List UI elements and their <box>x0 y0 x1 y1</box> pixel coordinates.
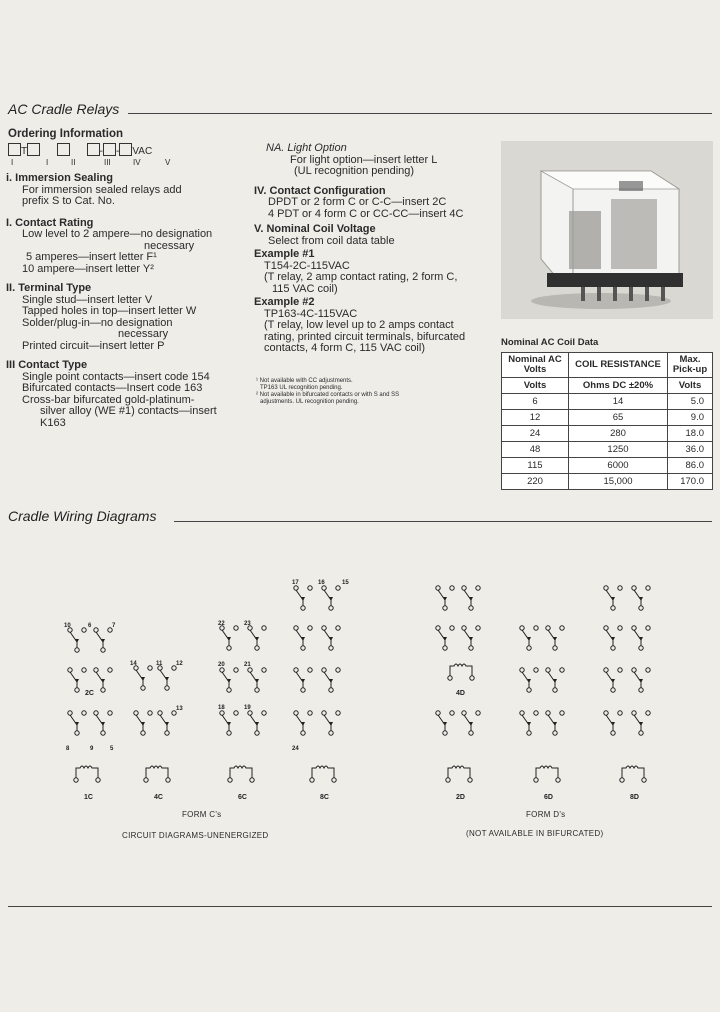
caption-8c: 8C <box>320 794 329 800</box>
table-units-row: Volts Ohms DC ±20% Volts <box>502 378 713 394</box>
wiring-diagrams <box>0 570 720 800</box>
pin-label: 22 <box>218 621 225 627</box>
pin-label: 7 <box>112 623 116 629</box>
diagram-2c <box>68 668 112 735</box>
diagram-8c <box>294 586 340 782</box>
pin-label: 6 <box>88 623 92 629</box>
pin-label: 17 <box>292 580 299 586</box>
catalog-code: T - - VAC <box>8 143 152 157</box>
column-header: Nominal AC Volts <box>502 353 569 378</box>
coil-data-table <box>501 352 713 490</box>
section-title-ac-cradle-relays: AC Cradle Relays <box>8 101 120 117</box>
pin-label: 21 <box>244 662 251 668</box>
pin-label: 18 <box>218 705 225 711</box>
section-rule <box>128 113 712 114</box>
diagram-1c <box>68 628 112 782</box>
example-1: Example #1 T154-2C-115VAC (T relay, 2 amp contact rating, 2 form C, 115 VAC coil) <box>254 248 458 295</box>
coil-table-title: Nominal AC Coil Data <box>501 337 599 348</box>
caption-6c: 6C <box>238 794 247 800</box>
circuit-label: CIRCUIT DIAGRAMS-UNENERGIZED <box>122 831 269 840</box>
pin-label: 20 <box>218 662 225 668</box>
ordering-right-column <box>254 143 494 355</box>
pin-label: 8 <box>66 746 70 752</box>
form-c-label: FORM C's <box>182 810 222 819</box>
pin-label: 19 <box>244 705 251 711</box>
caption-2c: 2C <box>85 690 94 697</box>
pin-label: 11 <box>156 661 163 667</box>
pin-label: 13 <box>176 706 183 712</box>
ordering-left-column <box>6 173 244 429</box>
column-header: COIL RESISTANCE <box>569 353 668 378</box>
contact-configuration: IV. Contact Configuration DPDT or 2 form C or C-C—insert 2C 4 PDT or 4 form C or CC-CC—insert 4C <box>254 184 464 220</box>
pin-label: 23 <box>244 621 251 627</box>
pin-label: 24 <box>292 746 299 752</box>
footnotes: ¹ Not available with CC adjustments. TP163 UL recognition pending. ² Not available in bifurcated contacts or with S and SS adjustments. UL recognition pending. <box>256 378 400 405</box>
pin-label: 10 <box>64 623 71 629</box>
pin-label: 14 <box>130 661 137 667</box>
not-available-label: (NOT AVAILABLE IN BIFURCATED) <box>466 829 604 838</box>
code-box <box>27 143 40 156</box>
table-row: 48 1250 36.0 <box>502 442 713 458</box>
caption-1c: 1C <box>84 794 93 800</box>
contact-type: III Contact Type Single point contacts—insert code 154 Bifurcated contacts—Insert code 163 Cross-bar bifurcated gold-platinum- silver alloy (WE #1) contacts—insert K163 <box>6 359 217 429</box>
section-title-cradle-wiring: Cradle Wiring Diagrams <box>8 508 157 524</box>
bottom-rule <box>8 906 712 907</box>
code-box <box>87 143 100 156</box>
table-header-row <box>502 353 713 378</box>
catalog-code-numerals: I I II III IV V <box>11 158 171 167</box>
code-box <box>119 143 132 156</box>
diagram-4c <box>134 666 176 782</box>
caption-4c: 4C <box>154 794 163 800</box>
form-d-label: FORM D's <box>526 810 566 819</box>
section-rule <box>174 521 712 522</box>
relay-photo <box>501 141 713 319</box>
code-box <box>57 143 70 156</box>
code-box <box>8 143 21 156</box>
pin-label: 15 <box>342 580 349 586</box>
table-row: 6 14 5.0 <box>502 394 713 410</box>
relay-illustration <box>501 141 713 319</box>
table-row: 12 65 9.0 <box>502 410 713 426</box>
ordering-heading: Ordering Information <box>8 128 123 140</box>
diagram-4d <box>436 626 480 735</box>
pin-label: 9 <box>90 746 94 752</box>
caption-6d: 6D <box>544 794 553 800</box>
diagram-6d <box>520 626 564 782</box>
caption-2d: 2D <box>456 794 465 800</box>
pin-label: 5 <box>110 746 114 752</box>
terminal-type: II. Terminal Type Single stud—insert letter V Tapped holes in top—insert letter W Solder/plug-in—no designation necessary Printed circuit—insert letter P <box>6 282 197 352</box>
diagram-8d <box>604 586 650 782</box>
pin-label: 16 <box>318 580 325 586</box>
caption-4d: 4D <box>456 690 465 697</box>
contact-rating: I. Contact Rating Low level to 2 ampere—no designation necessary 5 amperes—insert letter F¹ 10 ampere—insert letter Y² <box>6 216 213 275</box>
nominal-coil-voltage: V. Nominal Coil Voltage Select from coil data table <box>254 223 395 247</box>
table-row: 24 280 18.0 <box>502 426 713 442</box>
example-2: Example #2 TP163-4C-115VAC (T relay, low level up to 2 amps contact rating, printed circuit terminals, bifurcated contacts, 4 form C, 115 VAC coil) <box>254 296 466 354</box>
light-option: NA. Light Option For light option—insert letter L (UL recognition pending) <box>266 142 438 177</box>
table-row: 115 6000 86.0 <box>502 458 713 474</box>
pin-label: 12 <box>176 661 183 667</box>
table-row: 220 15,000 170.0 <box>502 474 713 490</box>
column-header: Max. Pick-up <box>668 353 713 378</box>
diagram-6c <box>220 626 266 782</box>
immersion-sealing: i. Immersion Sealing For immersion sealed relays add prefix S to Cat. No. <box>6 172 182 207</box>
diagram-2d <box>436 586 480 782</box>
code-box <box>103 143 116 156</box>
caption-8d: 8D <box>630 794 639 800</box>
